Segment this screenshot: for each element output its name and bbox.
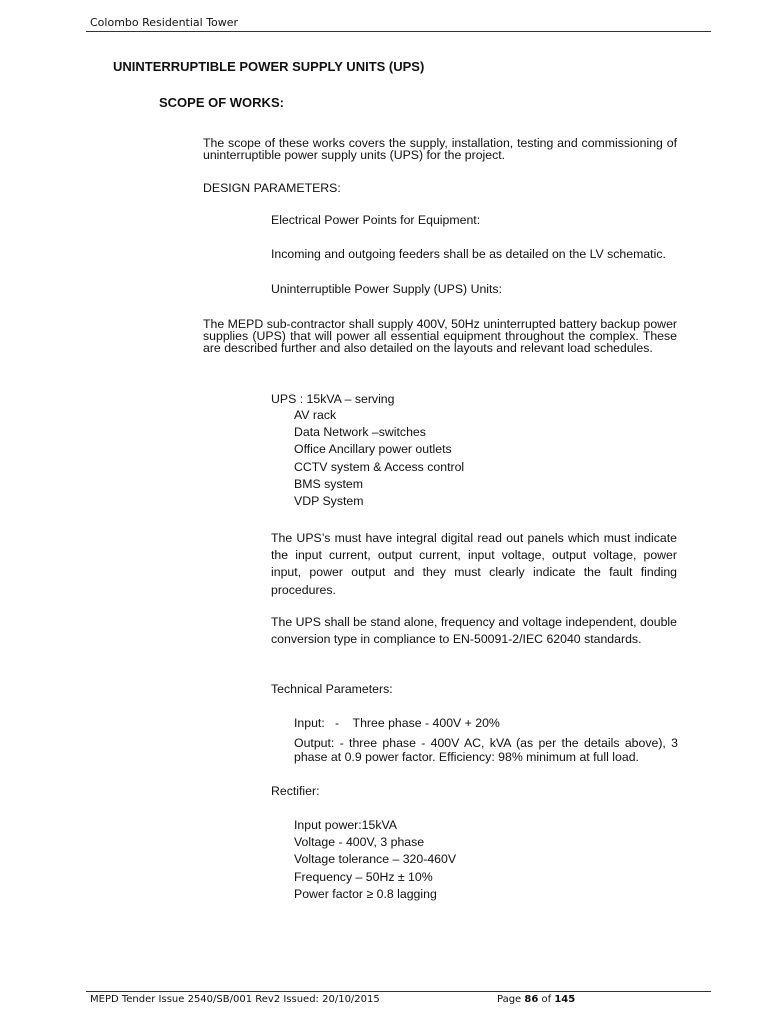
section-subtitle: SCOPE OF WORKS:	[159, 95, 284, 110]
current-page: 86	[524, 994, 539, 1005]
readout-paragraph: The UPS’s must have integral digital read out panels which must indicate the input current, output current, input voltage, output voltage, power input, power output and they must clearly indicate the fault finding procedures.	[271, 531, 677, 597]
section-title: UNINTERRUPTIBLE POWER SUPPLY UNITS (UPS)	[113, 59, 425, 74]
ups-rating: UPS : 15kVA – serving	[271, 392, 395, 406]
header-divider	[86, 31, 711, 32]
scope-paragraph: The scope of these works covers the supply, installation, testing and commissioning of uninterruptible power supply units (UPS) for the project.	[203, 136, 677, 162]
list-item: Voltage tolerance – 320-460V	[294, 852, 457, 867]
list-item: Frequency – 50Hz ± 10%	[294, 869, 433, 884]
total-pages: 145	[554, 994, 576, 1005]
list-item: Data Network –switches	[294, 425, 426, 440]
standalone-paragraph: The UPS shall be stand alone, frequency and voltage independent, double conversion type in compliance to EN-50091-2/IEC 62040 standards.	[271, 615, 677, 647]
list-item: Office Ancillary power outlets	[294, 442, 452, 457]
page-prefix: Page	[497, 994, 522, 1005]
design-parameters-heading: DESIGN PARAMETERS:	[203, 181, 341, 195]
rectifier-list	[294, 817, 456, 903]
input-parameter: Input: - Three phase - 400V + 20%	[294, 716, 500, 730]
power-points-heading: Electrical Power Points for Equipment:	[271, 213, 481, 227]
output-parameter: Output: - three phase - 400V AC, kVA (as per the details above), 3 phase at 0.9 power factor. Efficiency: 98% minimum at full load.	[294, 736, 678, 764]
mepd-paragraph: The MEPD sub-contractor shall supply 400V, 50Hz uninterrupted battery backup power supplies (UPS) that will power all essential equipment throughout the complex. These are described further and also detailed on the layouts and relevant load schedules.	[203, 317, 677, 355]
page-of: of	[541, 994, 552, 1005]
list-item: Input power:15kVA	[294, 818, 397, 832]
document-header-title: Colombo Residential Tower	[90, 16, 239, 29]
list-item: Voltage - 400V, 3 phase	[294, 835, 425, 850]
footer-divider	[86, 991, 711, 992]
list-item: CCTV system & Access control	[294, 459, 465, 474]
footer-issue: MEPD Tender Issue 2540/SB/001 Rev2 Issued: 20/10/2015	[90, 994, 380, 1005]
feeders-text: Incoming and outgoing feeders shall be as detailed on the LV schematic.	[271, 247, 666, 261]
ups-units-heading: Uninterruptible Power Supply (UPS) Units:	[271, 282, 502, 296]
list-item: Power factor ≥ 0.8 lagging	[294, 886, 437, 901]
ups-load-list	[294, 407, 464, 510]
technical-heading: Technical Parameters:	[271, 682, 393, 696]
list-item: AV rack	[294, 408, 337, 422]
list-item: VDP System	[294, 494, 364, 509]
page-number	[497, 994, 575, 1005]
list-item: BMS system	[294, 476, 364, 491]
rectifier-heading: Rectifier:	[271, 784, 320, 798]
